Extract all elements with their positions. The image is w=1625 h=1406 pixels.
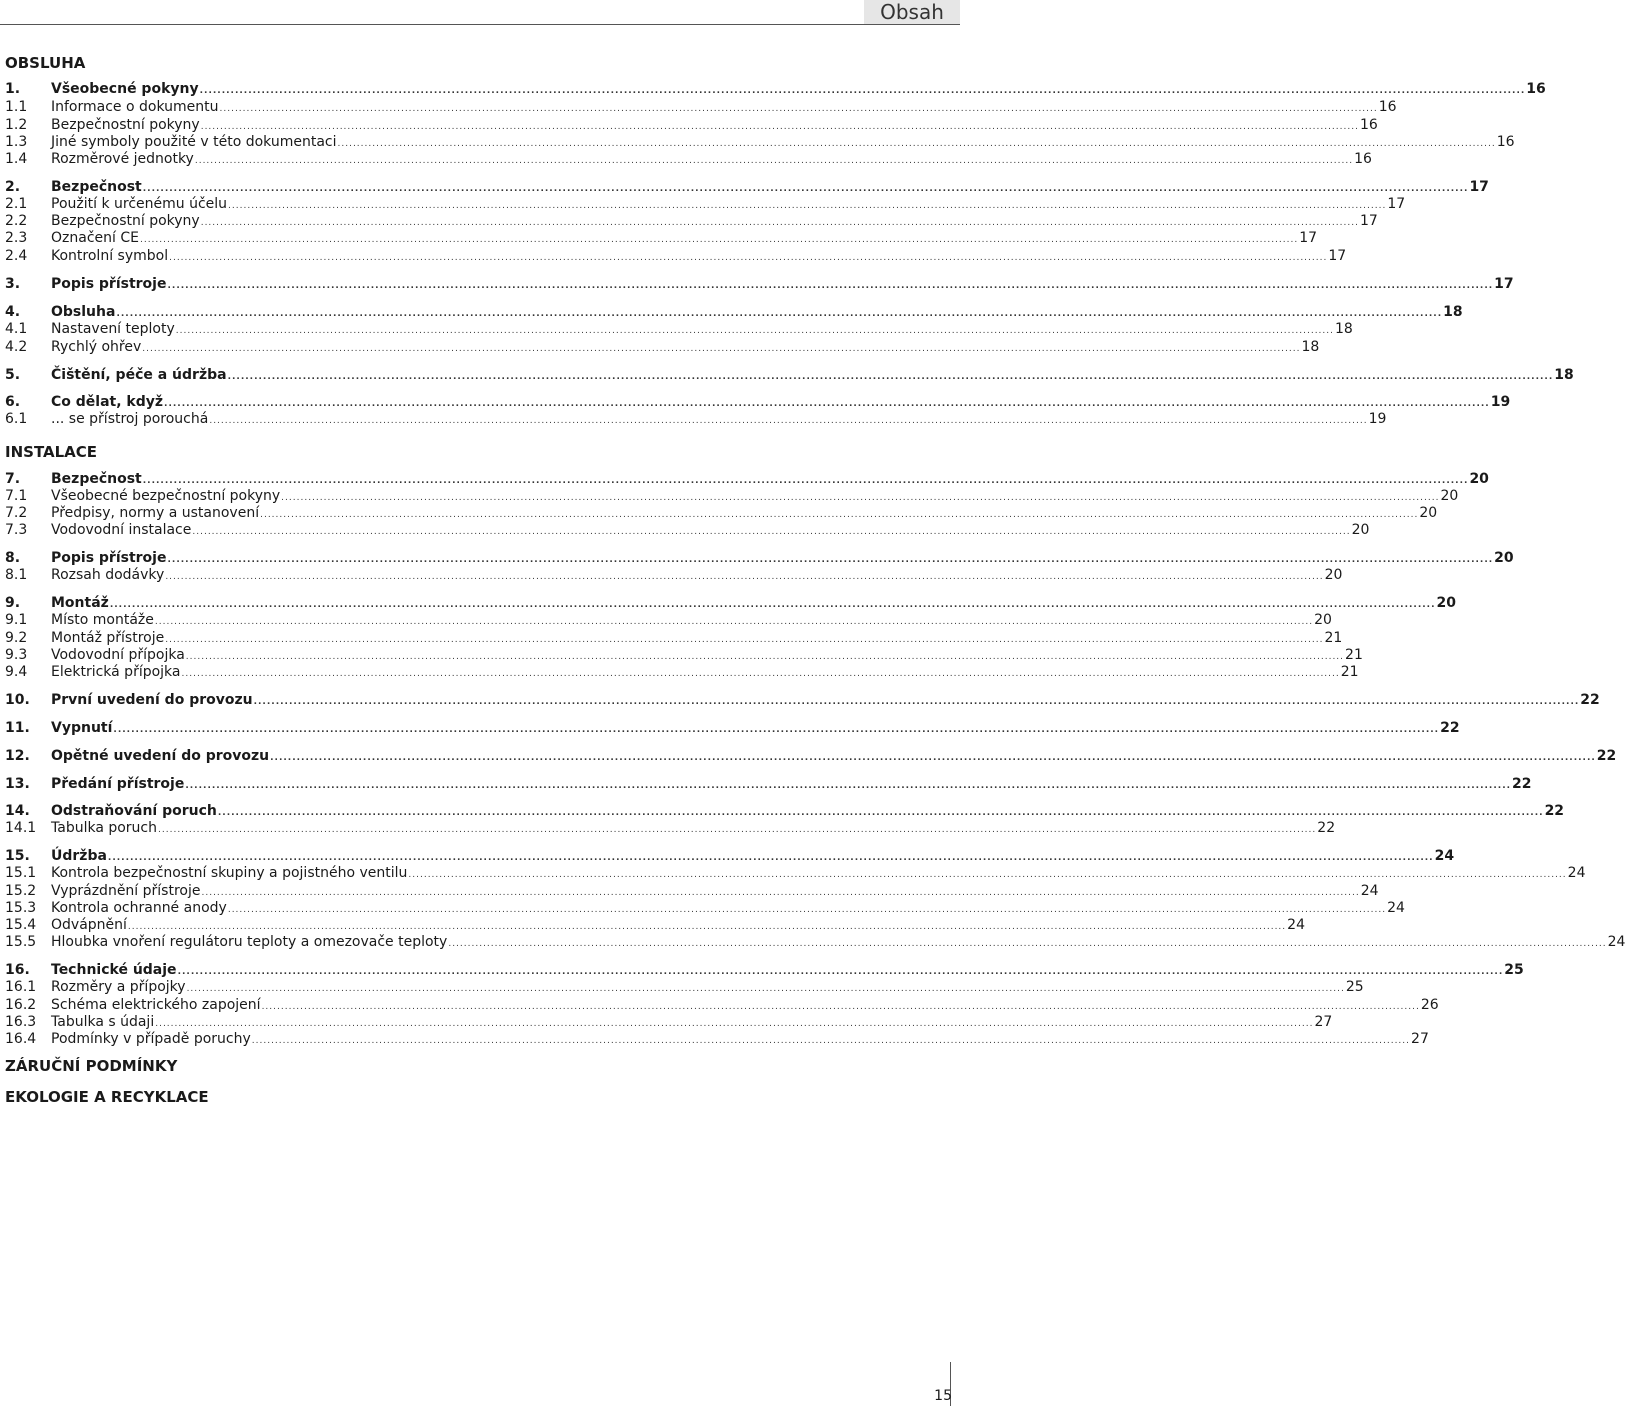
toc-entry[interactable] (5, 820, 1336, 837)
toc-entry-leader-dots: ............................................................................................................................................................................................................................................................................................................ (251, 1036, 1411, 1046)
toc-entry-page: 25 (1504, 962, 1524, 978)
toc-entry-page: 20 (1419, 505, 1438, 521)
toc-entry-leader-dots: ............................................................................................................................................................................................................................................................................................................ (219, 104, 1378, 114)
toc-entry-leader-dots: ............................................................................................................................................................................................................................................................................................................ (227, 372, 1554, 382)
toc-entry-number: 9.1 (5, 612, 28, 628)
toc-entry-leader-dots: ............................................................................................................................................................................................................................................................................................................ (199, 86, 1526, 96)
toc-entry-number: 9.4 (5, 664, 28, 680)
toc-entry-title: Předpisy, normy a ustanovení (51, 505, 260, 521)
toc-entry-leader-dots: ............................................................................................................................................................................................................................................................................................................ (139, 235, 1299, 245)
toc-entry-leader-dots: ............................................................................................................................................................................................................................................................................................................ (448, 939, 1607, 949)
toc-entry[interactable] (5, 720, 1460, 737)
toc-entry-leader-dots: ............................................................................................................................................................................................................................................................................................................ (185, 781, 1512, 791)
toc-entry-leader-dots: ............................................................................................................................................................................................................................................................................................................ (337, 139, 1496, 149)
toc-entry-title: Vodovodní přípojka (51, 647, 185, 663)
toc-entry-number: 2. (5, 179, 21, 195)
toc-entry[interactable] (5, 394, 1511, 411)
toc-entry-page: 22 (1317, 820, 1336, 836)
toc-entry-title: Rozsah dodávky (51, 567, 165, 583)
toc-entry-page: 20 (1440, 488, 1459, 504)
toc-entry[interactable] (5, 505, 1438, 522)
toc-entry-page: 22 (1512, 776, 1532, 792)
section-heading-instalace: INSTALACE (5, 443, 98, 461)
toc-entry[interactable] (5, 1014, 1333, 1031)
toc-entry-leader-dots: ............................................................................................................................................................................................................................................................................................................ (260, 510, 1419, 520)
toc-entry-page: 18 (1301, 339, 1320, 355)
toc-entry-number: 7. (5, 471, 21, 487)
toc-entry[interactable] (5, 917, 1305, 934)
toc-entry-title: Bezpečnost (51, 179, 142, 195)
toc-entry-title: Rychlý ohřev (51, 339, 142, 355)
toc-entry[interactable] (5, 997, 1439, 1014)
toc-entry-page: 20 (1314, 612, 1332, 628)
toc-entry-page: 17 (1359, 213, 1378, 229)
toc-entry-number: 9.3 (5, 647, 28, 663)
toc-entry-page: 17 (1328, 248, 1347, 264)
toc-entry[interactable] (5, 117, 1378, 134)
toc-entry-leader-dots: ............................................................................................................................................................................................................................................................................................................ (192, 527, 1351, 537)
toc-entry-leader-dots: ............................................................................................................................................................................................................................................................................................................ (270, 753, 1596, 763)
toc-entry-leader-dots: ............................................................................................................................................................................................................................................................................................................ (167, 281, 1494, 291)
toc-entry[interactable] (5, 883, 1379, 900)
toc-entry-page: 22 (1580, 692, 1600, 708)
toc-entry-title: Jiné symboly použité v této dokumentaci (51, 134, 337, 150)
toc-entry[interactable] (5, 151, 1372, 168)
toc-entry-number: 6. (5, 394, 21, 410)
toc-entry-title: Popis přístroje (51, 550, 167, 566)
toc-entry-page: 16 (1496, 134, 1515, 150)
toc-entry-page: 16 (1354, 151, 1372, 167)
toc-entry-title: Bezpečnostní pokyny (51, 213, 200, 229)
toc-entry-page: 21 (1345, 647, 1363, 663)
toc-entry-number: 8. (5, 550, 21, 566)
section-heading-zarucni-podminky: ZÁRUČNÍ PODMÍNKY (5, 1057, 178, 1075)
toc-entry-title: Hloubka vnoření regulátoru teploty a omezovače teploty (51, 934, 448, 950)
toc-entry-page: 20 (1494, 550, 1514, 566)
toc-entry-page: 16 (1378, 99, 1397, 115)
toc-entry-leader-dots: ............................................................................................................................................................................................................................................................................................................ (253, 697, 1580, 707)
toc-entry[interactable] (5, 81, 1546, 98)
toc-entry-leader-dots: ............................................................................................................................................................................................................................................................................................................ (281, 493, 1440, 503)
toc-entry-title: Tabulka s údaji (51, 1014, 155, 1030)
toc-entry-title: První uvedení do provozu (51, 692, 253, 708)
toc-entry[interactable] (5, 962, 1524, 979)
toc-entry-leader-dots: ............................................................................................................................................................................................................................................................................................................ (175, 326, 1335, 336)
toc-entry-page: 17 (1387, 196, 1406, 212)
toc-entry-page: 20 (1351, 522, 1370, 538)
toc-entry-page: 25 (1345, 979, 1364, 995)
toc-entry-page: 16 (1526, 81, 1546, 97)
toc-entry[interactable] (5, 865, 1586, 882)
toc-entry-leader-dots: ............................................................................................................................................................................................................................................................................................................ (127, 922, 1287, 932)
toc-entry-number: 15.2 (5, 883, 37, 899)
toc-entry-number: 2.3 (5, 230, 28, 246)
section-heading-obsluha: OBSLUHA (5, 54, 86, 72)
toc-entry-title: Místo montáže (51, 612, 154, 628)
toc-entry[interactable] (5, 248, 1347, 265)
toc-entry-leader-dots: ............................................................................................................................................................................................................................................................................................................ (142, 476, 1469, 486)
toc-entry-page: 20 (1324, 567, 1343, 583)
toc-entry-leader-dots: ............................................................................................................................................................................................................................................................................................................ (169, 253, 1328, 263)
toc-entry[interactable] (5, 630, 1343, 647)
toc-entry-number: 8.1 (5, 567, 28, 583)
toc-entry-title: ... se přístroj porouchá (51, 411, 209, 427)
toc-entry-number: 7.3 (5, 522, 28, 538)
toc-entry[interactable] (5, 1031, 1429, 1048)
toc-entry-title: Kontrola bezpečnostní skupiny a pojistného ventilu (51, 865, 408, 881)
toc-entry[interactable] (5, 304, 1463, 321)
toc-entry-number: 15. (5, 848, 30, 864)
toc-entry-page: 19 (1368, 411, 1387, 427)
toc-entry-leader-dots: ............................................................................................................................................................................................................................................................................................................ (228, 201, 1387, 211)
toc-entry-title: Co dělat, když (51, 394, 164, 410)
toc-entry[interactable] (5, 99, 1397, 116)
toc-entry-leader-dots: ............................................................................................................................................................................................................................................................................................................ (194, 156, 1354, 166)
toc-entry[interactable] (5, 471, 1489, 488)
toc-entry-page: 18 (1335, 321, 1353, 337)
toc-entry-leader-dots: ............................................................................................................................................................................................................................................................................................................ (154, 617, 1314, 627)
toc-entry-leader-dots: ............................................................................................................................................................................................................................................................................................................ (167, 555, 1494, 565)
toc-entry-leader-dots: ............................................................................................................................................................................................................................................................................................................ (209, 416, 1368, 426)
toc-entry[interactable] (5, 748, 1617, 765)
toc-entry[interactable] (5, 367, 1574, 384)
toc-entry-number: 14.1 (5, 820, 37, 836)
toc-entry-page: 24 (1360, 883, 1379, 899)
toc-entry-leader-dots: ............................................................................................................................................................................................................................................................................................................ (408, 870, 1567, 880)
toc-entry-title: Rozměry a přípojky (51, 979, 186, 995)
toc-entry-page: 24 (1387, 900, 1405, 916)
toc-entry-page: 21 (1324, 630, 1343, 646)
toc-entry-number: 1.1 (5, 99, 28, 115)
toc-entry-title: Údržba (51, 848, 107, 864)
toc-entry-title: Odvápnění (51, 917, 127, 933)
toc-entry-number: 16.2 (5, 997, 37, 1013)
toc-entry-number: 16. (5, 962, 30, 978)
toc-entry-leader-dots: ............................................................................................................................................................................................................................................................................................................ (107, 853, 1434, 863)
toc-entry-number: 5. (5, 367, 21, 383)
toc-entry[interactable] (5, 522, 1370, 539)
toc-entry-title: Vypnutí (51, 720, 113, 736)
toc-entry-page: 27 (1314, 1014, 1333, 1030)
toc-entry-title: Rozměrové jednotky (51, 151, 194, 167)
toc-entry-number: 2.4 (5, 248, 28, 264)
toc-entry[interactable] (5, 979, 1364, 996)
toc-entry[interactable] (5, 647, 1363, 664)
toc-entry-leader-dots: ............................................................................................................................................................................................................................................................................................................ (113, 725, 1440, 735)
page-number: 15 (934, 1388, 952, 1404)
toc-entry[interactable] (5, 488, 1459, 505)
toc-entry-leader-dots: ............................................................................................................................................................................................................................................................................................................ (261, 1002, 1420, 1012)
toc-entry-title: Elektrická přípojka (51, 664, 181, 680)
toc-entry[interactable] (5, 567, 1343, 584)
toc-entry[interactable] (5, 276, 1514, 293)
toc-entry-leader-dots: ............................................................................................................................................................................................................................................................................................................ (186, 984, 1345, 994)
toc-entry-number: 16.1 (5, 979, 37, 995)
toc-entry-number: 9. (5, 595, 21, 611)
toc-entry-number: 1.4 (5, 151, 28, 167)
toc-entry-page: 20 (1469, 471, 1489, 487)
toc-entry-title: Odstraňování poruch (51, 803, 217, 819)
toc-entry-page: 18 (1443, 304, 1463, 320)
toc-entry-leader-dots: ............................................................................................................................................................................................................................................................................................................ (177, 967, 1504, 977)
toc-entry-page: 27 (1411, 1031, 1429, 1047)
toc-entry-leader-dots: ............................................................................................................................................................................................................................................................................................................ (158, 825, 1317, 835)
toc-entry[interactable] (5, 196, 1406, 213)
toc-entry-page: 24 (1607, 934, 1625, 950)
toc-entry-number: 15.5 (5, 934, 37, 950)
toc-entry-number: 15.1 (5, 865, 37, 881)
toc-entry-title: Vodovodní instalace (51, 522, 192, 538)
toc-entry-page: 22 (1596, 748, 1617, 764)
toc-entry-number: 1.2 (5, 117, 28, 133)
toc-entry-number: 1.3 (5, 134, 28, 150)
toc-entry-number: 6.1 (5, 411, 28, 427)
toc-entry-leader-dots: ............................................................................................................................................................................................................................................................................................................ (116, 309, 1443, 319)
toc-entry-title: Vyprázdnění přístroje (51, 883, 201, 899)
toc-entry-leader-dots: ............................................................................................................................................................................................................................................................................................................ (201, 888, 1360, 898)
toc-entry-title: Bezpečnost (51, 471, 142, 487)
toc-entry-page: 21 (1340, 664, 1359, 680)
toc-entry-page: 24 (1434, 848, 1455, 864)
toc-entry-number: 15.4 (5, 917, 37, 933)
toc-entry-leader-dots: ............................................................................................................................................................................................................................................................................................................ (185, 652, 1345, 662)
toc-entry-title: Předání přístroje (51, 776, 185, 792)
toc-entry-number: 7.2 (5, 505, 28, 521)
toc-entry-number: 13. (5, 776, 30, 792)
toc-entry-page: 20 (1436, 595, 1456, 611)
toc-entry[interactable] (5, 134, 1515, 151)
toc-entry[interactable] (5, 900, 1405, 917)
toc-entry-leader-dots: ............................................................................................................................................................................................................................................................................................................ (200, 218, 1359, 228)
toc-entry-page: 17 (1469, 179, 1489, 195)
toc-entry[interactable] (5, 776, 1532, 793)
toc-entry-title: Nastavení teploty (51, 321, 175, 337)
toc-entry-number: 10. (5, 692, 30, 708)
toc-entry-number: 15.3 (5, 900, 37, 916)
toc-entry-page: 18 (1554, 367, 1574, 383)
toc-entry-page: 24 (1287, 917, 1305, 933)
toc-entry[interactable] (5, 692, 1600, 709)
toc-entry-number: 11. (5, 720, 30, 736)
toc-entry-page: 22 (1544, 803, 1565, 819)
toc-entry-title: Kontrolní symbol (51, 248, 169, 264)
toc-entry-title: Informace o dokumentu (51, 99, 219, 115)
toc-entry-leader-dots: ............................................................................................................................................................................................................................................................................................................ (181, 669, 1340, 679)
toc-entry-title: Kontrola ochranné anody (51, 900, 227, 916)
toc-entry-number: 4.1 (5, 321, 28, 337)
toc-entry-number: 12. (5, 748, 30, 764)
section-heading-ekologie: EKOLOGIE A RECYKLACE (5, 1088, 209, 1106)
toc-entry-page: 22 (1440, 720, 1460, 736)
toc-entry-number: 2.2 (5, 213, 28, 229)
toc-entry-title: Technické údaje (51, 962, 177, 978)
toc-entry[interactable] (5, 230, 1318, 247)
toc-entry[interactable] (5, 934, 1625, 951)
toc-entry-leader-dots: ............................................................................................................................................................................................................................................................................................................ (217, 808, 1544, 818)
toc-entry[interactable] (5, 595, 1456, 612)
header-title: Obsah (864, 0, 960, 24)
toc-entry-title: Všeobecné bezpečnostní pokyny (51, 488, 281, 504)
toc-entry-page: 17 (1494, 276, 1514, 292)
toc-entry-title: Použití k určenému účelu (51, 196, 228, 212)
toc-entry[interactable] (5, 339, 1320, 356)
toc-entry[interactable] (5, 550, 1514, 567)
toc-entry-title: Podmínky v případě poruchy (51, 1031, 251, 1047)
toc-entry-number: 1. (5, 81, 21, 97)
toc-entry-page: 17 (1299, 230, 1318, 246)
toc-entry-leader-dots: ............................................................................................................................................................................................................................................................................................................ (164, 399, 1490, 409)
toc-entry-number: 2.1 (5, 196, 28, 212)
header-rule (0, 24, 960, 25)
toc-entry-title: Čištění, péče a údržba (51, 367, 227, 383)
toc-entry[interactable] (5, 213, 1378, 230)
toc-entry-leader-dots: ............................................................................................................................................................................................................................................................................................................ (109, 600, 1436, 610)
toc-entry-title: Tabulka poruch (51, 820, 158, 836)
toc-entry-number: 14. (5, 803, 30, 819)
toc-entry-number: 16.4 (5, 1031, 37, 1047)
toc-entry-page: 26 (1420, 997, 1439, 1013)
toc-entry-title: Opětné uvedení do provozu (51, 748, 270, 764)
toc-entry-leader-dots: ............................................................................................................................................................................................................................................................................................................ (200, 122, 1359, 132)
toc-entry[interactable] (5, 848, 1455, 865)
toc-entry-title: Popis přístroje (51, 276, 167, 292)
toc-entry-title: Bezpečnostní pokyny (51, 117, 200, 133)
toc-entry-number: 9.2 (5, 630, 28, 646)
toc-entry-leader-dots: ............................................................................................................................................................................................................................................................................................................ (165, 572, 1324, 582)
toc-entry[interactable] (5, 664, 1359, 681)
toc-entry-number: 4.2 (5, 339, 28, 355)
toc-entry[interactable] (5, 179, 1489, 196)
toc-entry-leader-dots: ............................................................................................................................................................................................................................................................................................................ (155, 1019, 1314, 1029)
toc-entry-number: 3. (5, 276, 21, 292)
toc-entry[interactable] (5, 411, 1387, 428)
toc-entry-number: 7.1 (5, 488, 28, 504)
toc-entry-title: Označení CE (51, 230, 139, 246)
toc-entry-page: 24 (1567, 865, 1586, 881)
toc-entry-title: Montáž přístroje (51, 630, 165, 646)
toc-entry-leader-dots: ............................................................................................................................................................................................................................................................................................................ (165, 635, 1324, 645)
toc-entry-title: Montáž (51, 595, 109, 611)
toc-entry-number: 16.3 (5, 1014, 37, 1030)
toc-entry-number: 4. (5, 304, 21, 320)
toc-entry-page: 16 (1359, 117, 1378, 133)
toc-entry-leader-dots: ............................................................................................................................................................................................................................................................................................................ (227, 905, 1387, 915)
toc-entry-title: Schéma elektrického zapojení (51, 997, 261, 1013)
toc-entry[interactable] (5, 321, 1353, 338)
toc-entry-page: 19 (1490, 394, 1511, 410)
toc-entry-leader-dots: ............................................................................................................................................................................................................................................................................................................ (142, 184, 1469, 194)
toc-entry-title: Obsluha (51, 304, 116, 320)
toc-entry-title: Všeobecné pokyny (51, 81, 199, 97)
toc-entry-leader-dots: ............................................................................................................................................................................................................................................................................................................ (142, 344, 1301, 354)
toc-entry[interactable] (5, 612, 1332, 629)
toc-entry[interactable] (5, 803, 1565, 820)
